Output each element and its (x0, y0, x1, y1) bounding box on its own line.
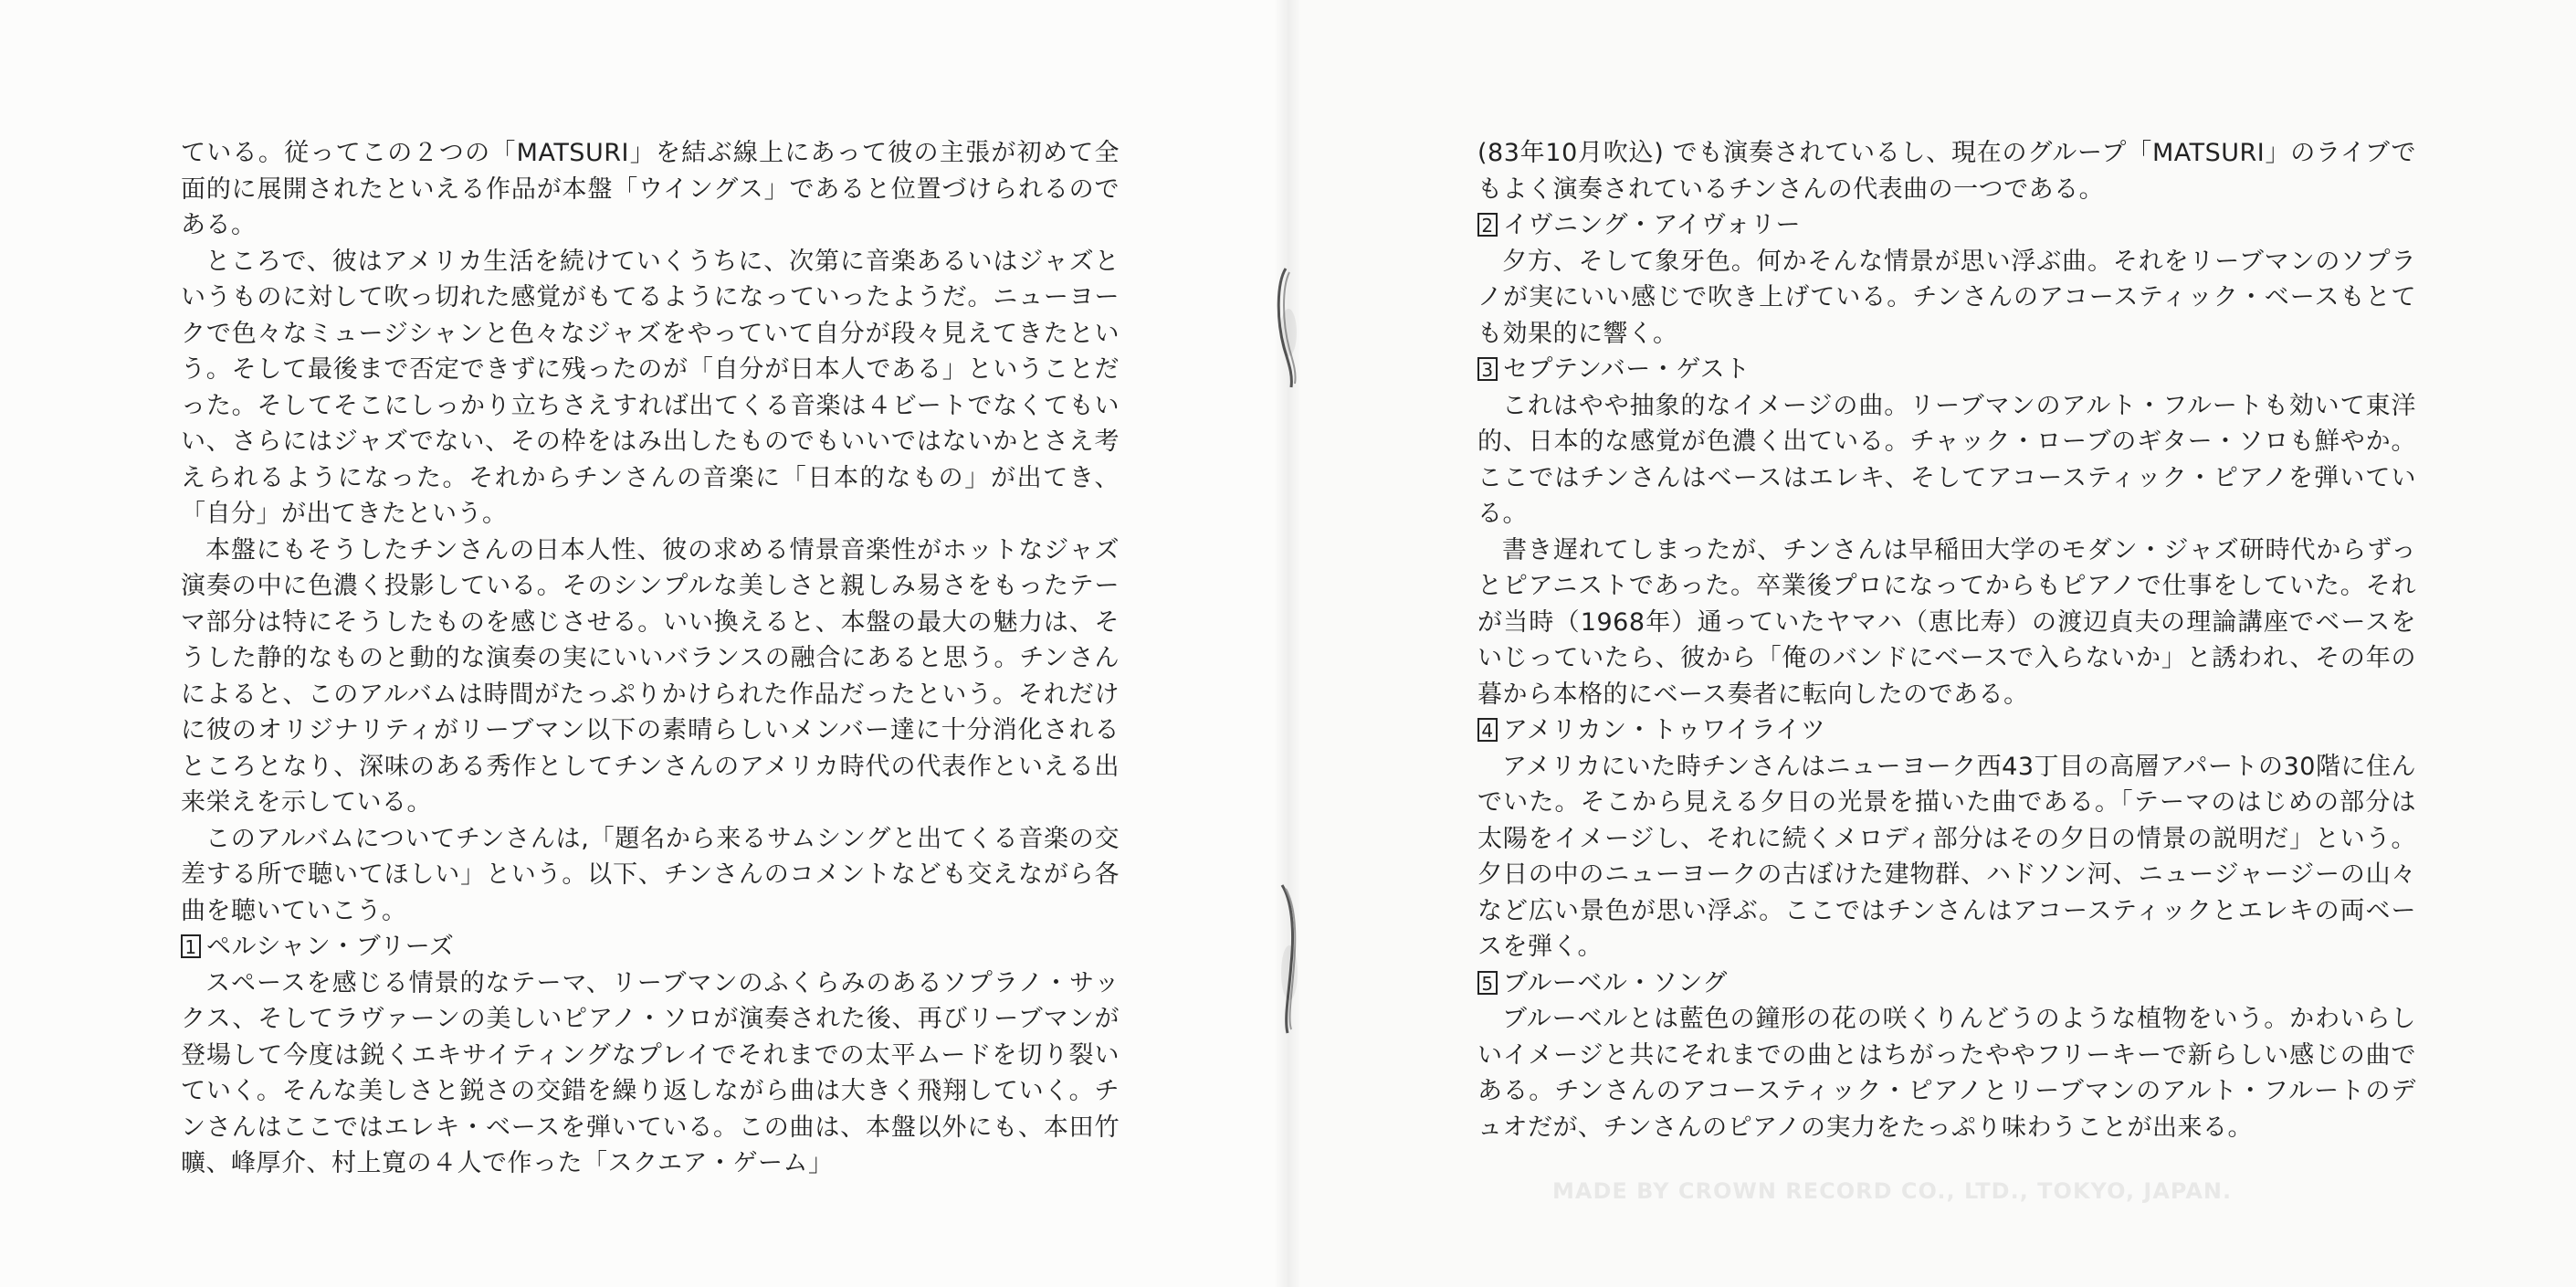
track-number-box: 5 (1477, 971, 1498, 995)
paragraph: このアルバムについてチンさんは,「題名から来るサムシングと出てくる音楽の交差する所で聴いてほしい」という。以下、チンさんのコメントなども交えながら各曲を聴いていこう。 (181, 824, 1120, 925)
bleed-through-credit: MADE BY CROWN RECORD CO., LTD., TOKYO, JAPAN. (1552, 1178, 2233, 1204)
right-page (1288, 0, 2576, 1287)
track-description: 夕方、そして象牙色。何かそんな情景が思い浮ぶ曲。それをリーブマンのソプラノが実にいい感じで吹き上げている。チンさんのアコースティック・ベースもとても効果的に響く。 (1477, 247, 2416, 348)
track-title: イヴニング・アイヴォリー (1503, 211, 1801, 239)
paragraph: 書き遅れてしまったが、チンさんは早稲田大学のモダン・ジャズ研時代からずっとピアニストであった。卒業後プロになってからもピアノで仕事をしていた。それが当時（1968年）通っていたヤマハ（恵比寿）の渡辺貞夫の理論講座でベースをいじっていたら、彼から「俺のバンドにベースで入らないか」と誘われ、その年の暮から本格的にベース奏者に転向したのである。 (1477, 535, 2416, 709)
track-description: これはやや抽象的なイメージの曲。リーブマンのアルト・フルートも効いて東洋的、日本的な感覚が色濃く出ている。チャック・ローブのギター・ソロも鮮やか。ここではチンさんはベースはエレキ、そしてアコースティック・ピアノを弾いている。 (1477, 391, 2416, 528)
track-title: ペルシャン・ブリーズ (206, 933, 455, 961)
paragraph: (83年10月吹込) でも演奏されているし、現在のグループ「MATSURI」のライブでもよく演奏されているチンさんの代表曲の一つである。 (1477, 139, 2416, 204)
track-title: セプテンバー・ゲスト (1503, 355, 1751, 384)
track-description: スペースを感じる情景的なテーマ、リーブマンのふくらみのあるソプラノ・サックス、そしてラヴァーンの美しいピアノ・ソロが演奏された後、再びリーブマンが登場して今度は鋭くエキサイティングなプレイでそれまでの太平ムードを切り裂いていく。そんな美しさと鋭さの交錯を繰り返しながら曲は大きく飛翔していく。チンさんはここではエレキ・ベースを弾いている。この曲は、本盤以外にも、本田竹曠、峰厚介、村上寛の４人で作った「スクエア・ゲーム」 (181, 968, 1120, 1177)
track-heading (1477, 207, 2416, 244)
track-number-box: 4 (1477, 718, 1498, 742)
track-heading (1477, 965, 2416, 1002)
track-number-box: 1 (181, 934, 201, 958)
paragraph: 本盤にもそうしたチンさんの日本人性、彼の求める情景音楽性がホットなジャズ演奏の中に色濃く投影している。そのシンプルな美しさと親しみ易さをもったテーマ部分は特にそうしたものを感じさせる。いい換えると、本盤の最大の魅力は、そうした静的なものと動的な演奏の実にいいバランスの融合にあると思う。チンさんによると、このアルバムは時間がたっぷりかけられた作品だったという。それだけに彼のオリジナリティがリーブマン以下の素晴らしいメンバー達に十分消化されるところとなり、深味のある秀作としてチンさんのアメリカ時代の代表作といえる出来栄えを示している。 (181, 535, 1120, 817)
track-description: アメリカにいた時チンさんはニューヨーク西43丁目の高層アパートの30階に住んでいた。そこから見える夕日の光景を描いた曲である。「テーマのはじめの部分は太陽をイメージし、それに続くメロディ部分はその夕日の情景の説明だ」という。夕日の中のニューヨークの古ぼけた建物群、ハドソン河、ニュージャージーの山々など広い景色が思い浮ぶ。ここではチンさんはアコースティックとエレキの両ベースを弾く。 (1477, 752, 2416, 961)
track-heading (1477, 712, 2416, 749)
center-fold-gutter (1274, 0, 1301, 1287)
track-number-box: 2 (1477, 213, 1498, 237)
track-heading (181, 929, 1120, 965)
paragraph: ところで、彼はアメリカ生活を続けていくうちに、次第に音楽あるいはジャズというものに対して吹っ切れた感覚がもてるようになっていったようだ。ニューヨークで色々なミュージシャンと色々なジャズをやっていて自分が段々見えてきたという。そして最後まで否定できずに残ったのが「自分が日本人である」ということだった。そしてそこにしっかり立ちさえすれば出てくる音楽は４ビートでなくてもいい、さらにはジャズでない、その枠をはみ出したものでもいいではないかとさえ考えられるようになった。それからチンさんの音楽に「日本的なもの」が出てき、「自分」が出てきたという。 (181, 247, 1120, 528)
left-text-column (181, 135, 1120, 1182)
track-title: ブルーベル・ソング (1503, 968, 1728, 997)
track-description: ブルーベルとは藍色の鐘形の花の咲くりんどうのような植物をいう。かわいらしいイメージと共にそれまでの曲とはちがったややフリーキーで新らしい感じの曲である。チンさんのアコースティック・ピアノとリーブマンのアルト・フルートのデュオだが、チンさんのピアノの実力をたっぷり味わうことが出来る。 (1477, 1005, 2416, 1142)
right-text-column (1477, 135, 2416, 1145)
staple-icon (1269, 881, 1306, 1037)
track-number-box: 3 (1477, 357, 1498, 381)
staple-icon (1269, 265, 1306, 393)
track-title: アメリカン・トゥワイライツ (1503, 716, 1826, 744)
paragraph: ている。従ってこの２つの「MATSURI」を結ぶ線上にあって彼の主張が初めて全面的に展開されたといえる作品が本盤「ウイングス」であると位置づけられるのである。 (181, 139, 1120, 239)
track-heading (1477, 352, 2416, 388)
